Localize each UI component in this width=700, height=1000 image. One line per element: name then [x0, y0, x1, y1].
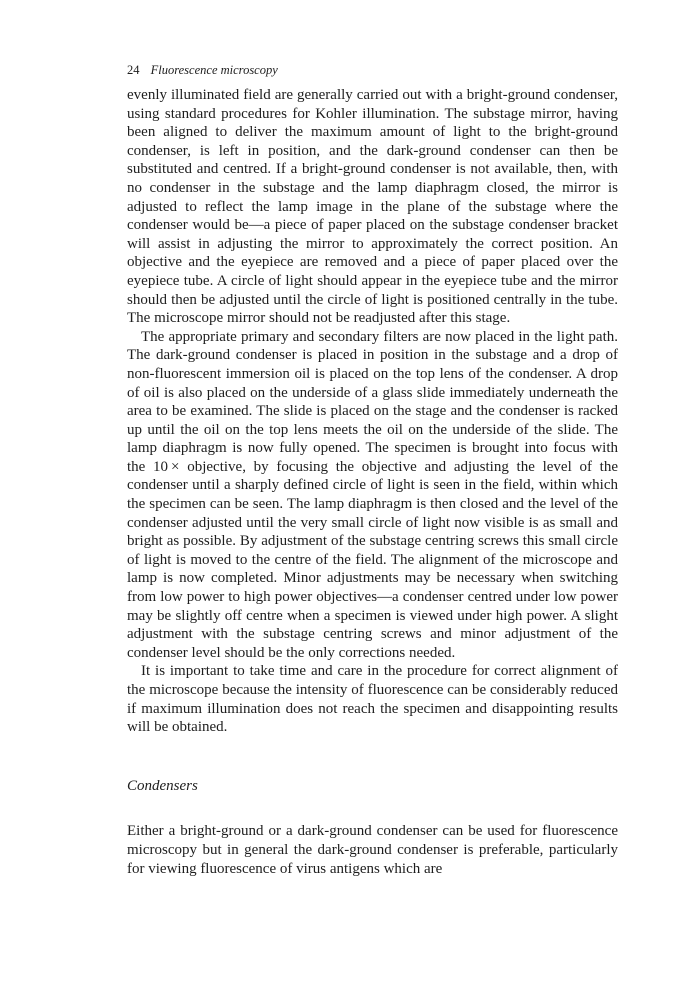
- running-header: [127, 62, 618, 78]
- page-number: 24: [127, 63, 140, 77]
- book-page: [127, 62, 618, 878]
- body-paragraph: It is important to take time and care in the procedure for correct alignment of the microscope because the intensity of fluorescence can be considerably reduced if maximum illumination does not reach the specimen and disappointing results will be obtained.: [127, 663, 618, 736]
- section-heading: Condensers: [127, 777, 198, 794]
- body-paragraph: The appropriate primary and secondary filters are now placed in the light path. The dark-ground condenser is placed in position in the substage and a drop of non-fluorescent immersion oil is placed on the top lens of the condenser. A drop of oil is also placed on the underside of a glass slide immediately underneath the area to be examined. The slide is placed on the stage and the condenser is racked up until the oil on the top lens meets the oil on the underside of the slide. The lamp diaphragm is now fully opened. The specimen is brought into focus with the 10 × objective, by focusing the objective and adjusting the level of the condenser until a sharply defined circle of light is seen in the field, within which the specimen can be seen. The lamp diaphragm is then closed and the level of the condenser adjusted until the very small circle of light now visible is as small and bright as possible. By adjustment of the substage centring screws this small circle of light is moved to the centre of the field. The alignment of the microscope and lamp is now completed. Minor adjustments may be necessary when switching from low power to high power objectives—a condenser centred under low power may be slightly off centre when a specimen is viewed under high power. A slight adjustment with the substage centring screws and minor adjustment of the condenser level should be the only corrections needed.: [127, 328, 618, 661]
- body-paragraph-continued: evenly illuminated field are generally carried out with a bright-ground condenser, using standard procedures for Kohler illumination. The substage mirror, having been aligned to deliver the maximum amount of light to the bright-ground condenser, is left in position, and the dark-ground condenser can then be substituted and centred. If a bright-ground condenser is not available, then, with no condenser in the substage and the lamp diaphragm closed, the mirror is adjusted to reflect the lamp image in the plane of the substage where the condenser would be—a piece of paper placed on the substage condenser bracket will assist in adjusting the mirror to approximately the correct position. An objective and the eyepiece are removed and a piece of paper placed over the eyepiece tube. A circle of light should appear in the eyepiece tube and the mirror should then be adjusted until the circle of light is positioned centrally in the tube. The microscope mirror should not be readjusted after this stage.: [127, 87, 618, 327]
- section-paragraph: Either a bright-ground or a dark-ground condenser can be used for fluorescence microscopy but in general the dark-ground condenser is preferable, particularly for viewing fluorescence of virus antigens which are: [127, 823, 618, 877]
- running-title: Fluorescence microscopy: [150, 63, 278, 77]
